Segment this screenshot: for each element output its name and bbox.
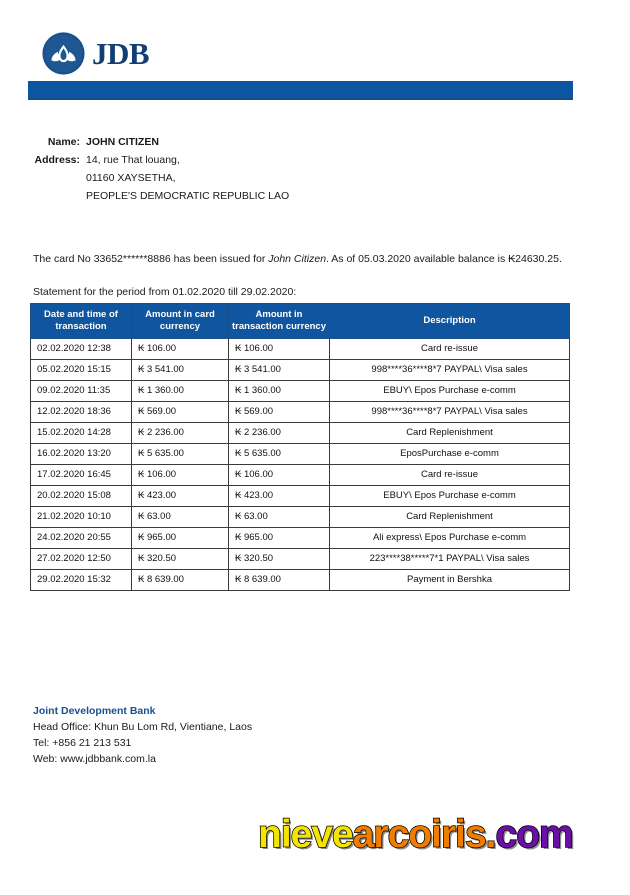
- table-row: [31, 507, 570, 528]
- table-row: [31, 444, 570, 465]
- cell-description: 223****38*****7*1 PAYPAL\ Visa sales: [330, 549, 570, 570]
- cell-description: Payment in Bershka: [330, 570, 570, 591]
- table-row: [31, 423, 570, 444]
- customer-address-line-3: PEOPLE'S DEMOCRATIC REPUBLIC LAO: [86, 190, 290, 202]
- cell-description: EposPurchase e-comm: [330, 444, 570, 465]
- cell-transaction-amount: ₭ 106.00: [229, 339, 330, 360]
- customer-address-row-3: [30, 187, 450, 205]
- cell-date: 17.02.2020 16:45: [31, 465, 132, 486]
- cell-transaction-amount: ₭ 2 236.00: [229, 423, 330, 444]
- customer-block: [30, 133, 450, 205]
- header-accent-bar: [28, 81, 573, 100]
- cell-description: Card Replenishment: [330, 423, 570, 444]
- cell-description: Card Replenishment: [330, 507, 570, 528]
- customer-address-line-2: 01160 XAYSETHA,: [86, 172, 176, 184]
- footer-block: [33, 703, 252, 767]
- cell-card-amount: ₭ 569.00: [132, 402, 229, 423]
- cell-date: 05.02.2020 15:15: [31, 360, 132, 381]
- table-row: [31, 360, 570, 381]
- cell-description: Card re-issue: [330, 339, 570, 360]
- watermark: [258, 815, 573, 854]
- customer-name-value: JOHN CITIZEN: [86, 136, 159, 148]
- cell-transaction-amount: ₭ 569.00: [229, 402, 330, 423]
- address-spacer-2: [30, 187, 86, 205]
- footer-bank-name: Joint Development Bank: [33, 705, 156, 717]
- cell-card-amount: ₭ 106.00: [132, 465, 229, 486]
- cell-transaction-amount: ₭ 5 635.00: [229, 444, 330, 465]
- column-header-transaction-amount: Amount in transaction currency: [229, 304, 330, 339]
- cell-date: 09.02.2020 11:35: [31, 381, 132, 402]
- cell-date: 16.02.2020 13:20: [31, 444, 132, 465]
- cell-card-amount: ₭ 2 236.00: [132, 423, 229, 444]
- table-row: [31, 570, 570, 591]
- cell-transaction-amount: ₭ 63.00: [229, 507, 330, 528]
- cell-transaction-amount: ₭ 320.50: [229, 549, 330, 570]
- table-row: [31, 549, 570, 570]
- cell-date: 29.02.2020 15:32: [31, 570, 132, 591]
- table-row: [31, 339, 570, 360]
- cell-date: 24.02.2020 20:55: [31, 528, 132, 549]
- cell-card-amount: ₭ 5 635.00: [132, 444, 229, 465]
- footer-telephone: Tel: +856 21 213 531: [33, 737, 132, 749]
- table-row: [31, 402, 570, 423]
- cell-description: Card re-issue: [330, 465, 570, 486]
- cell-description: Ali express\ Epos Purchase e-comm: [330, 528, 570, 549]
- cell-description: 998****36****8*7 PAYPAL\ Visa sales: [330, 360, 570, 381]
- footer-head-office: Head Office: Khun Bu Lom Rd, Vientiane, Laos: [33, 721, 253, 733]
- customer-address-line-1: 14, rue That louang,: [86, 154, 180, 166]
- watermark-part-3: com: [495, 813, 573, 856]
- address-spacer-1: [30, 169, 86, 187]
- statement-period-line: Statement for the period from 01.02.2020 till 29.02.2020:: [33, 286, 297, 298]
- lotus-droplet-icon: [42, 32, 85, 75]
- cell-transaction-amount: ₭ 3 541.00: [229, 360, 330, 381]
- cell-date: 21.02.2020 10:10: [31, 507, 132, 528]
- customer-address-row-2: [30, 169, 450, 187]
- cell-card-amount: ₭ 3 541.00: [132, 360, 229, 381]
- cell-card-amount: ₭ 63.00: [132, 507, 229, 528]
- cell-card-amount: ₭ 965.00: [132, 528, 229, 549]
- cell-date: 20.02.2020 15:08: [31, 486, 132, 507]
- cell-card-amount: ₭ 1 360.00: [132, 381, 229, 402]
- cell-transaction-amount: ₭ 965.00: [229, 528, 330, 549]
- card-summary-part-1: The card No 33652******8886 has been issued for: [33, 253, 269, 265]
- table-row: [31, 465, 570, 486]
- cell-transaction-amount: ₭ 8 639.00: [229, 570, 330, 591]
- bank-logo-wordmark: JDB: [92, 36, 150, 71]
- customer-address-label: Address:: [34, 154, 80, 166]
- transactions-table-wrapper: [30, 303, 569, 591]
- table-row: [31, 381, 570, 402]
- cell-date: 12.02.2020 18:36: [31, 402, 132, 423]
- footer-website: Web: www.jdbbank.com.la: [33, 753, 156, 765]
- column-header-date: Date and time of transaction: [31, 304, 132, 339]
- table-header-row: [31, 304, 570, 339]
- customer-address-row-1: [30, 151, 450, 169]
- card-summary-part-2: . As of 05.03.2020 available balance is ₭24630.25.: [326, 253, 562, 265]
- cell-card-amount: ₭ 423.00: [132, 486, 229, 507]
- column-header-card-amount: Amount in card currency: [132, 304, 229, 339]
- customer-name-label: Name:: [47, 136, 80, 148]
- customer-name-row: [30, 133, 450, 151]
- cell-date: 02.02.2020 12:38: [31, 339, 132, 360]
- cell-date: 15.02.2020 14:28: [31, 423, 132, 444]
- table-row: [31, 486, 570, 507]
- cell-card-amount: ₭ 106.00: [132, 339, 229, 360]
- cell-transaction-amount: ₭ 1 360.00: [229, 381, 330, 402]
- transactions-table-body: [31, 339, 570, 591]
- card-holder-name: John Citizen: [268, 253, 327, 265]
- cell-description: EBUY\ Epos Purchase e-comm: [330, 486, 570, 507]
- card-summary-sentence: [33, 252, 562, 266]
- watermark-part-2: arcoiris.: [352, 813, 496, 856]
- cell-date: 27.02.2020 12:50: [31, 549, 132, 570]
- cell-description: 998****36****8*7 PAYPAL\ Visa sales: [330, 402, 570, 423]
- transactions-table: [30, 303, 570, 591]
- cell-card-amount: ₭ 8 639.00: [132, 570, 229, 591]
- cell-transaction-amount: ₭ 106.00: [229, 465, 330, 486]
- bank-logo: [42, 32, 149, 75]
- cell-description: EBUY\ Epos Purchase e-comm: [330, 381, 570, 402]
- table-row: [31, 528, 570, 549]
- cell-transaction-amount: ₭ 423.00: [229, 486, 330, 507]
- cell-card-amount: ₭ 320.50: [132, 549, 229, 570]
- column-header-description: Description: [330, 304, 570, 339]
- watermark-part-1: nieve: [258, 813, 353, 856]
